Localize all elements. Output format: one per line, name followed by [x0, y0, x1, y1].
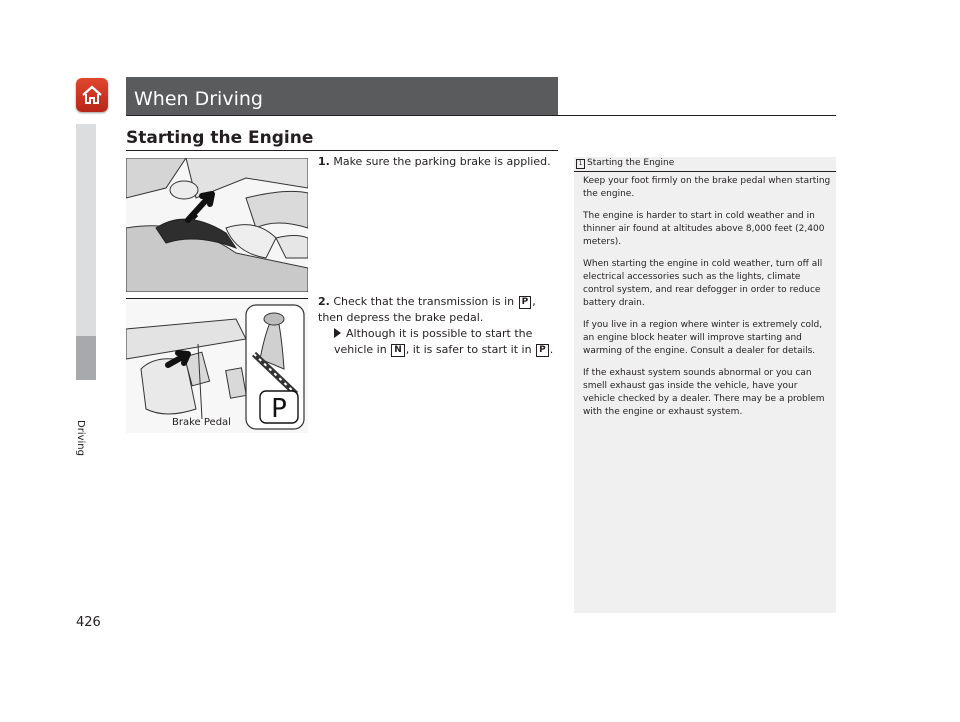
- title-bar: [126, 77, 558, 115]
- key-n: N: [391, 344, 405, 357]
- home-icon: [81, 85, 103, 105]
- sidebar-body: [583, 175, 831, 428]
- title-rule: [126, 115, 836, 116]
- note-text-c: .: [549, 343, 554, 356]
- step-1: [318, 154, 558, 170]
- sidebar-paragraph: The engine is harder to start in cold weather and in thinner air found at altitudes above 8,000 feet (2,400 meters).: [583, 211, 825, 247]
- page-number: 426: [76, 615, 101, 630]
- sidebar-note: [574, 157, 836, 613]
- note-arrow-icon: [334, 328, 341, 338]
- section-heading: Starting the Engine: [126, 128, 314, 148]
- brake-pedal-label: Brake Pedal: [172, 417, 231, 428]
- chapter-label: Driving: [75, 420, 86, 456]
- reference-icon: 1: [576, 159, 585, 169]
- note-text-b: , it is safer to start it in: [405, 343, 536, 356]
- p-position-label: P: [271, 394, 287, 424]
- key-p: P: [519, 296, 532, 309]
- step-2-number: 2.: [318, 295, 330, 308]
- step-2-note: [334, 326, 558, 358]
- step-1-number: 1.: [318, 155, 330, 168]
- key-p-2: P: [536, 344, 549, 357]
- sidebar-paragraph: If you live in a region where winter is extremely cold, an engine block heater will improve starting and warming of the engine. Consult a dealer for details.: [583, 320, 823, 356]
- step-2-text-b: , then depress the brake pedal.: [318, 295, 536, 324]
- brake-pedal-illustration: [126, 298, 308, 433]
- sidebar-paragraph: When starting the engine in cold weather, turn off all electrical accessories such as the lights, climate control system, and rear defogger in order to reduce battery drain.: [583, 259, 823, 308]
- sidebar-paragraph: Keep your foot firmly on the brake pedal when starting the engine.: [583, 176, 831, 199]
- step-2: [318, 294, 558, 326]
- section-rule: [126, 150, 558, 151]
- sidebar-header: [574, 157, 836, 172]
- side-strip: [76, 124, 96, 336]
- sidebar-title: Starting the Engine: [587, 158, 675, 168]
- step-1-text: Make sure the parking brake is applied.: [333, 155, 551, 168]
- note-text-a: Although it is possible to start the vehicle in: [334, 327, 533, 356]
- parking-brake-illustration: [126, 158, 308, 292]
- home-button[interactable]: [76, 78, 108, 112]
- step-2-text-a: Check that the transmission is in: [333, 295, 518, 308]
- sidebar-paragraph: If the exhaust system sounds abnormal or you can smell exhaust gas inside the vehicle, have your vehicle checked by a dealer. There may be a problem with the engine or exhaust system.: [583, 368, 825, 417]
- page-title: When Driving: [134, 88, 263, 110]
- chapter-tab[interactable]: [76, 336, 96, 380]
